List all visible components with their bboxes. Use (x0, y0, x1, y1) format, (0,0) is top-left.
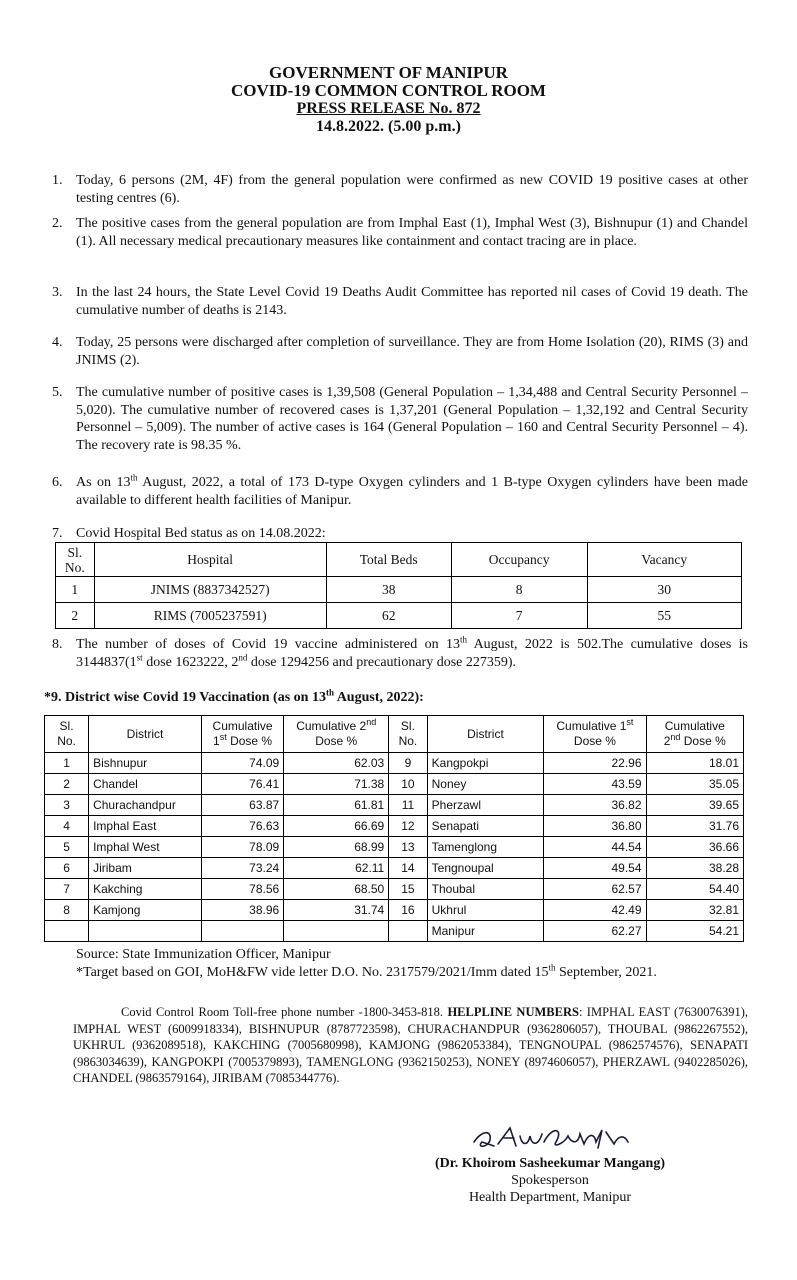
cell-b2: 39.65 (646, 795, 743, 816)
cell-b1: 62.03 (284, 753, 389, 774)
item-text: The positive cases from the general population are from Imphal East (1), Imphal West (3), Bishnupur (1) and Chandel (1). All necessary medical precautionary measures like containment and contact tracing are in place. (76, 216, 748, 249)
cell-a1: 76.41 (201, 774, 283, 795)
table-row (45, 837, 744, 858)
cell-sl2: 13 (389, 837, 427, 858)
cell-sl1: 7 (45, 879, 89, 900)
cell-d1: Bishnupur (89, 753, 202, 774)
signatory-name: (Dr. Khoirom Sasheekumar Mangang) (435, 1156, 665, 1171)
signature-image (468, 1120, 638, 1156)
cell-b1: 71.38 (284, 774, 389, 795)
cell-sl2: 9 (389, 753, 427, 774)
cell-d2: Senapati (427, 816, 544, 837)
header-date: 14.8.2022. (5.00 p.m.) (316, 118, 461, 135)
vaccination-title: *9. District wise Covid 19 Vaccination (as on 13th August, 2022): (44, 687, 424, 705)
col-hospital: Hospital (94, 543, 326, 577)
item-number: 3. (52, 285, 63, 300)
col-occupancy: Occupancy (451, 543, 587, 577)
cell-a1: 76.63 (201, 816, 283, 837)
signature-block (400, 1155, 700, 1206)
col-cum-1st-2: Cumulative 1st Dose % (544, 716, 646, 753)
cell-d2: Ukhrul (427, 900, 544, 921)
signatory-title: Spokesperson (511, 1173, 589, 1188)
cell-a1 (201, 921, 283, 942)
cell-b2: 18.01 (646, 753, 743, 774)
cell-sl2 (389, 921, 427, 942)
item-number: 4. (52, 335, 63, 350)
item-number: 5. (52, 385, 63, 400)
cell-a2: 62.27 (544, 921, 646, 942)
item-number: 8. (52, 637, 63, 652)
cell-a1: 78.56 (201, 879, 283, 900)
cell-vacancy: 30 (587, 577, 741, 603)
cell-hospital: JNIMS (8837342527) (94, 577, 326, 603)
item-number: 1. (52, 173, 63, 188)
cell-b1: 61.81 (284, 795, 389, 816)
col-total-beds: Total Beds (326, 543, 451, 577)
item-number: 6. (52, 475, 63, 490)
col-cum-2nd: Cumulative 2nd Dose % (284, 716, 389, 753)
table-header-row (56, 543, 742, 577)
item-text: The cumulative number of positive cases is 1,39,508 (General Population – 1,34,488 and Central Security Personnel – 5,020). The cumulative number of recovered cases is 1,37,201 (General Population – 1,32,192 and Central Security Personnel – 5,009). The number of active cases is 164 (General Population – 160 and Central Security Personnel – 4). The recovery rate is 98.35 %. (76, 385, 748, 453)
item-text: As on 13th August, 2022, a total of 173 D-type Oxygen cylinders and 1 B-type Oxygen cylinders have been made available to different health facilities of Manipur. (76, 472, 748, 508)
cell-d1 (89, 921, 202, 942)
cell-b1: 31.74 (284, 900, 389, 921)
cell-vacancy: 55 (587, 603, 741, 629)
cell-d1: Kakching (89, 879, 202, 900)
col-sl-2: Sl. No. (389, 716, 427, 753)
cell-a1: 63.87 (201, 795, 283, 816)
cell-d2: Manipur (427, 921, 544, 942)
cell-sl2: 15 (389, 879, 427, 900)
cell-sl2: 16 (389, 900, 427, 921)
cell-sl1: 6 (45, 858, 89, 879)
cell-hospital: RIMS (7005237591) (94, 603, 326, 629)
cell-sl2: 12 (389, 816, 427, 837)
cell-a1: 74.09 (201, 753, 283, 774)
item-number: 2. (52, 216, 63, 231)
source-note: Source: State Immunization Officer, Manipur (76, 947, 331, 962)
cell-a2: 43.59 (544, 774, 646, 795)
item-text: In the last 24 hours, the State Level Covid 19 Deaths Audit Committee has reported nil cases of Covid 19 death. The cumulative number of deaths is 2143. (76, 285, 748, 318)
cell-d1: Kamjong (89, 900, 202, 921)
cell-sl2: 10 (389, 774, 427, 795)
cell-b2: 54.21 (646, 921, 743, 942)
cell-sl1: 1 (45, 753, 89, 774)
cell-occupancy: 7 (451, 603, 587, 629)
table-row (45, 900, 744, 921)
cell-d2: Pherzawl (427, 795, 544, 816)
document-header (0, 64, 777, 136)
cell-a2: 36.82 (544, 795, 646, 816)
cell-d1: Churachandpur (89, 795, 202, 816)
table-row (45, 921, 744, 942)
col-sl: Sl. No. (45, 716, 89, 753)
cell-b2: 54.40 (646, 879, 743, 900)
cell-a1: 78.09 (201, 837, 283, 858)
cell-sl2: 14 (389, 858, 427, 879)
table-row (56, 603, 742, 629)
col-cum-1st: Cumulative 1st Dose % (201, 716, 283, 753)
cell-a1: 73.24 (201, 858, 283, 879)
cell-a2: 44.54 (544, 837, 646, 858)
bed-status-table (55, 542, 742, 629)
cell-total: 38 (326, 577, 451, 603)
cell-b1: 68.50 (284, 879, 389, 900)
cell-sl1 (45, 921, 89, 942)
cell-b1 (284, 921, 389, 942)
item-number: 7. (52, 526, 63, 541)
cell-sl1: 4 (45, 816, 89, 837)
cell-a2: 62.57 (544, 879, 646, 900)
table-header-row (45, 716, 744, 753)
cell-sl2: 11 (389, 795, 427, 816)
cell-sl: 1 (56, 577, 95, 603)
cell-sl: 2 (56, 603, 95, 629)
cell-b2: 32.81 (646, 900, 743, 921)
col-cum-2nd-2: Cumulative 2nd Dose % (646, 716, 743, 753)
cell-d2: Kangpokpi (427, 753, 544, 774)
helpline-paragraph: Covid Control Room Toll-free phone number -1800-3453-818. HELPLINE NUMBERS: IMPHAL EAST (7630076391), IMPHAL WEST (6009918334), BISHNUPUR (8787723598), CHURACHANDPUR (9362806057), THOUBAL (9862267552), UKHRUL (9362089518), KAKCHING (7005680998), KAMJONG (9862053384), TENGNOUPAL (9862574576), SENAPATI (9863034639), KANGPOKPI (7005379893), TAMENGLONG (9362150253), NONEY (8974606057), PHERZAWL (9402285026), CHANDEL (9863579164), JIRIBAM (7085344776). (73, 1005, 748, 1085)
cell-d2: Noney (427, 774, 544, 795)
table-row (56, 577, 742, 603)
cell-b2: 35.05 (646, 774, 743, 795)
cell-b1: 62.11 (284, 858, 389, 879)
item-text: Today, 6 persons (2M, 4F) from the general population were confirmed as new COVID 19 positive cases at other testing centres (6). (76, 173, 748, 206)
cell-b1: 68.99 (284, 837, 389, 858)
table-row (45, 879, 744, 900)
cell-d2: Tamenglong (427, 837, 544, 858)
cell-d1: Jiribam (89, 858, 202, 879)
cell-d1: Imphal West (89, 837, 202, 858)
cell-a2: 49.54 (544, 858, 646, 879)
col-vacancy: Vacancy (587, 543, 741, 577)
table-row (45, 816, 744, 837)
cell-occupancy: 8 (451, 577, 587, 603)
col-sl: Sl. No. (56, 543, 95, 577)
item-text: The number of doses of Covid 19 vaccine administered on 13th August, 2022 is 502.The cumulative doses is 3144837(1st dose 1623222, 2nd dose 1294256 and precautionary dose 227359). (76, 634, 748, 670)
cell-total: 62 (326, 603, 451, 629)
table-row (45, 858, 744, 879)
cell-sl1: 2 (45, 774, 89, 795)
cell-b2: 38.28 (646, 858, 743, 879)
cell-a2: 22.96 (544, 753, 646, 774)
cell-d2: Tengnoupal (427, 858, 544, 879)
col-district-2: District (427, 716, 544, 753)
col-district: District (89, 716, 202, 753)
table-row (45, 774, 744, 795)
cell-sl1: 8 (45, 900, 89, 921)
cell-a2: 42.49 (544, 900, 646, 921)
header-control-room: COVID-19 COMMON CONTROL ROOM (231, 81, 546, 100)
cell-b2: 31.76 (646, 816, 743, 837)
header-government: GOVERNMENT OF MANIPUR (269, 63, 508, 82)
cell-sl1: 5 (45, 837, 89, 858)
cell-a2: 36.80 (544, 816, 646, 837)
target-note: *Target based on GOI, MoH&FW vide letter D.O. No. 2317579/2021/Imm dated 15th September, 2021. (76, 962, 657, 980)
cell-a1: 38.96 (201, 900, 283, 921)
cell-sl1: 3 (45, 795, 89, 816)
item-text: Today, 25 persons were discharged after completion of surveillance. They are from Home Isolation (20), RIMS (3) and JNIMS (2). (76, 335, 748, 368)
signatory-department: Health Department, Manipur (468, 1190, 632, 1205)
cell-b1: 66.69 (284, 816, 389, 837)
cell-b2: 36.66 (646, 837, 743, 858)
cell-d1: Chandel (89, 774, 202, 795)
table-row (45, 795, 744, 816)
vaccination-table (44, 715, 744, 942)
bed-status-title: Covid Hospital Bed status as on 14.08.2022: (76, 526, 326, 541)
header-press-release: PRESS RELEASE No. 872 (296, 100, 481, 117)
cell-d2: Thoubal (427, 879, 544, 900)
table-row (45, 753, 744, 774)
cell-d1: Imphal East (89, 816, 202, 837)
